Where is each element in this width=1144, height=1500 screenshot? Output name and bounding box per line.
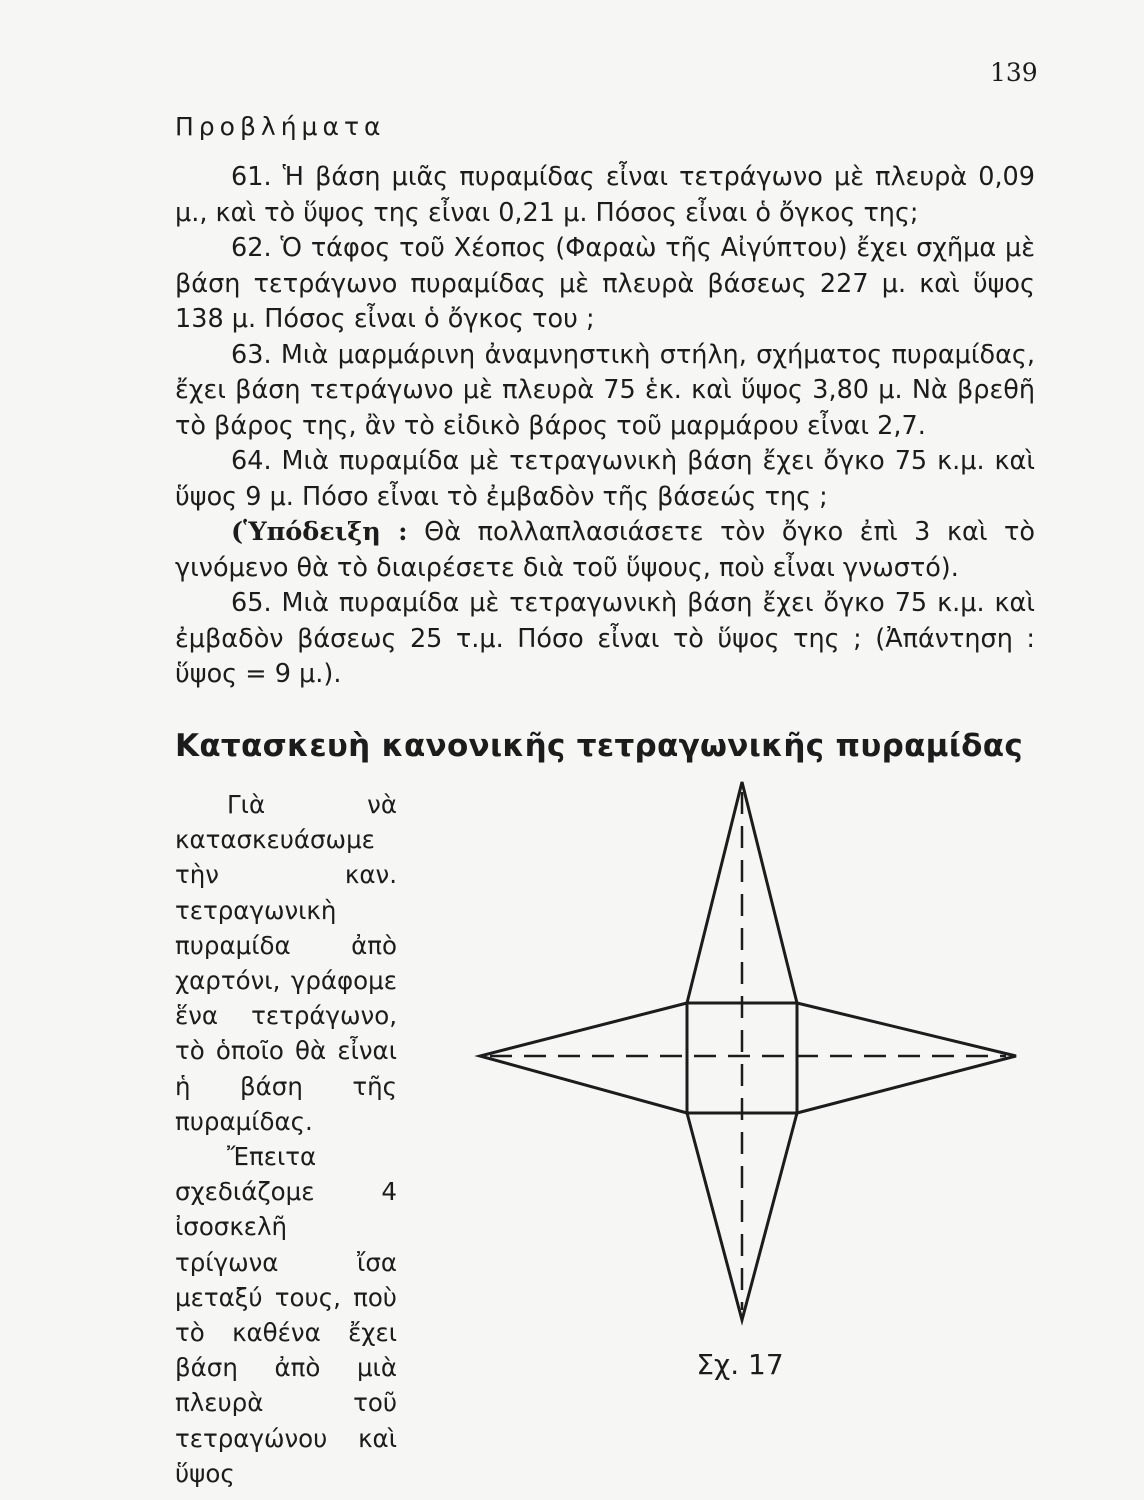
pyramid-net-figure	[470, 770, 1030, 1340]
section-label: Προβλήματα	[175, 112, 386, 141]
figure-caption: Σχ. 17	[696, 1348, 784, 1381]
problem-61: 61. Ἡ βάση μιᾶς πυραμίδας εἶναι τετράγωνο μὲ πλευρὰ 0,09 μ., καὶ τὸ ὕψος της εἶναι 0,21 μ. Πόσος εἶναι ὁ ὄγκος της;	[175, 162, 1035, 228]
construction-paragraph-1: Γιὰ νὰ κατασκευάσωμε τὴν καν. τετραγωνικὴ πυραμίδα ἀπὸ χαρτόνι, γράφομε ἕνα τετράγωνο, τὸ ὁποῖο θὰ εἶναι ἡ βάση τῆς πυραμίδας.	[175, 790, 397, 1136]
construction-text	[175, 787, 397, 1491]
problems-list	[175, 160, 1035, 693]
section-heading: Κατασκευὴ κανονικῆς τετραγωνικῆς πυραμίδας	[175, 728, 1024, 764]
construction-paragraph-2: Ἔπειτα σχεδιάζομε 4 ἰσοσκελῆ τρίγωνα ἴσα μεταξύ τους, ποὺ τὸ καθένα ἔχει βάση ἀπὸ μιὰ πλευρὰ τοῦ τετραγώνου καὶ ὕψος	[175, 1142, 397, 1488]
problem-62: 62. Ὁ τάφος τοῦ Χέοπος (Φαραὼ τῆς Αἰγύπτου) ἔχει σχῆμα μὲ βάση τετράγωνο πυραμίδας μὲ πλευρὰ βάσεως 227 μ. καὶ ὕψος 138 μ. Πόσος εἶναι ὁ ὄγκος του ;	[175, 233, 1035, 334]
problem-65: 65. Μιὰ πυραμίδα μὲ τετραγωνικὴ βάση ἔχει ὄγκο 75 κ.μ. καὶ ἐμβαδὸν βάσεως 25 τ.μ. Πόσο εἶναι τὸ ὕψος της ; (Ἀπάντηση : ὕψος = 9 μ.).	[175, 588, 1035, 689]
problem-63: 63. Μιὰ μαρμάρινη ἀναμνηστικὴ στήλη, σχήματος πυραμίδας, ἔχει βάση τετράγωνο μὲ πλευρὰ 75 ἑκ. καὶ ὕψος 3,80 μ. Νὰ βρεθῆ τὸ βάρος της, ἂν τὸ εἰδικὸ βάρος τοῦ μαρμάρου εἶναι 2,7.	[175, 339, 1035, 441]
pyramid-net-diagram	[470, 770, 1030, 1340]
page-number: 139	[990, 58, 1038, 87]
problem-64: 64. Μιὰ πυραμίδα μὲ τετραγωνικὴ βάση ἔχει ὄγκο 75 κ.μ. καὶ ὕψος 9 μ. Πόσο εἶναι τὸ ἐμβαδὸν τῆς βάσεώς της ;	[175, 446, 1035, 512]
right-triangle	[797, 1003, 1016, 1113]
base-square	[687, 1003, 797, 1113]
hint-label: (Ὑπόδειξη :	[231, 517, 408, 547]
hint	[175, 515, 1035, 586]
hint-text: Θὰ πολλαπλασιάσετε τὸν ὄγκο ἐπὶ 3 καὶ τὸ γινόμενο θὰ τὸ διαιρέσετε διὰ τοῦ ὕψους, ποὺ εἶναι γνωστό).	[175, 517, 1036, 583]
left-triangle	[480, 1003, 687, 1113]
